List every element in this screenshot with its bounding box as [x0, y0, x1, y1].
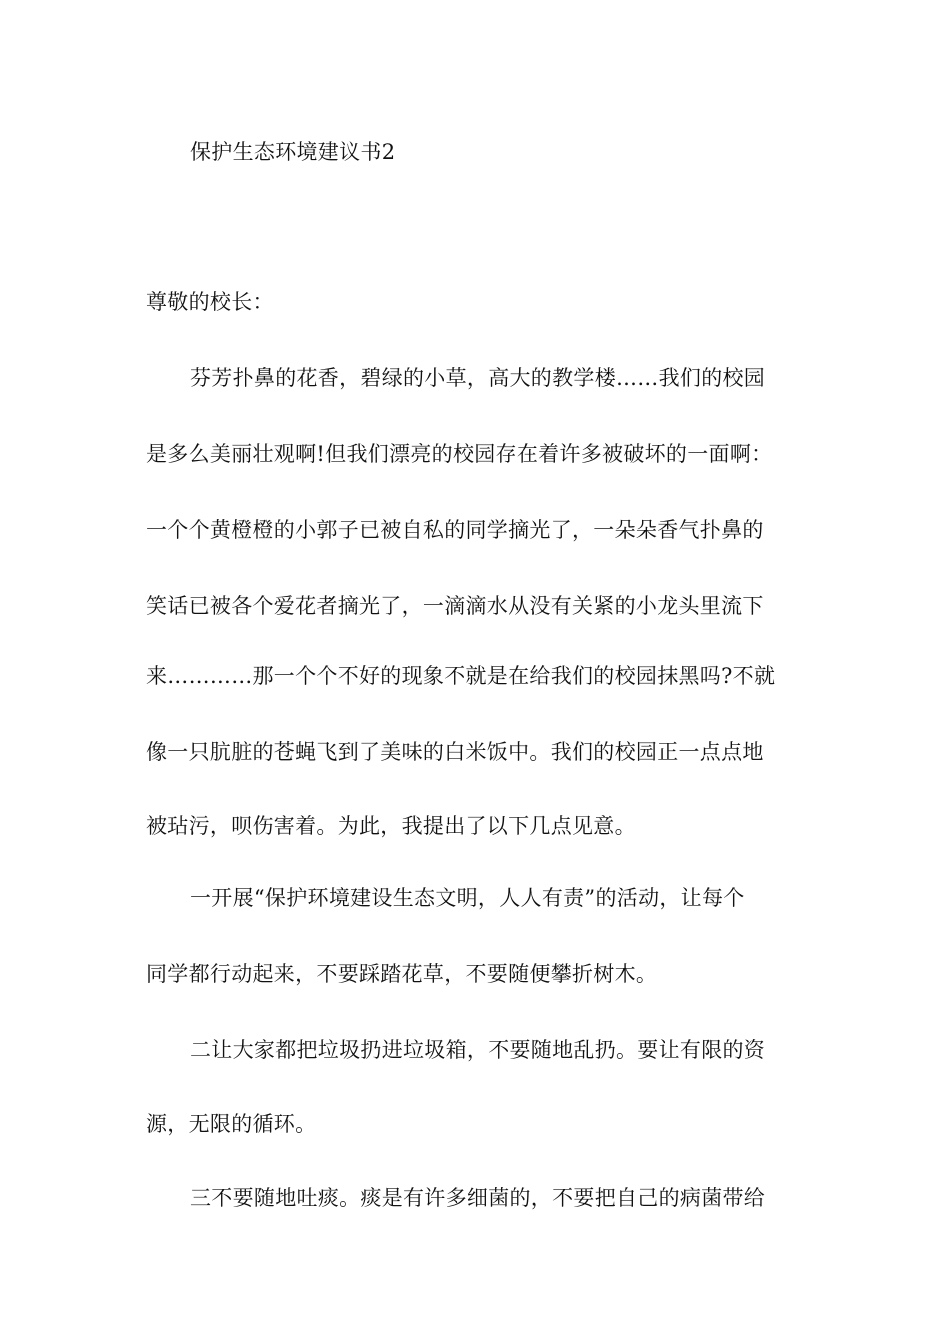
body-line: 笑话已被各个爱花者摘光了，一滴滴水从没有关紧的小龙头里流下 — [146, 594, 764, 618]
body-line: 二让大家都把垃圾扔进垃圾箱，不要随地乱扔。要让有限的资 — [190, 1038, 766, 1062]
body-line: 像一只肮脏的苍蝇飞到了美味的白米饭中。我们的校园正一点点地 — [146, 740, 764, 764]
body-line: 一个个黄橙橙的小郭子已被自私的同学摘光了，一朵朵香气扑鼻的 — [146, 518, 764, 542]
body-line: 芬芳扑鼻的花香，碧绿的小草，高大的教学楼……我们的校园 — [190, 366, 766, 390]
body-line: 同学都行动起来，不要踩踏花草，不要随便攀折树木。 — [146, 962, 658, 986]
body-line: 一开展“保护环境建设生态文明，人人有责”的活动，让每个 — [190, 886, 745, 910]
body-line: 源，无限的循环。 — [146, 1112, 317, 1136]
body-line: 是多么美丽壮观啊!但我们漂亮的校园存在着许多被破坏的一面啊： — [146, 442, 773, 466]
body-line: 三不要随地吐痰。痰是有许多细菌的，不要把自己的病菌带给 — [190, 1186, 766, 1210]
body-line: 被玷污，呗伤害着。为此，我提出了以下几点见意。 — [146, 814, 636, 838]
document-title: 保护生态环境建议书2 — [190, 140, 396, 164]
body-line: 来…………那一个个不好的现象不就是在给我们的校园抹黑吗?不就 — [146, 664, 776, 688]
salutation: 尊敬的校长： — [146, 290, 274, 314]
